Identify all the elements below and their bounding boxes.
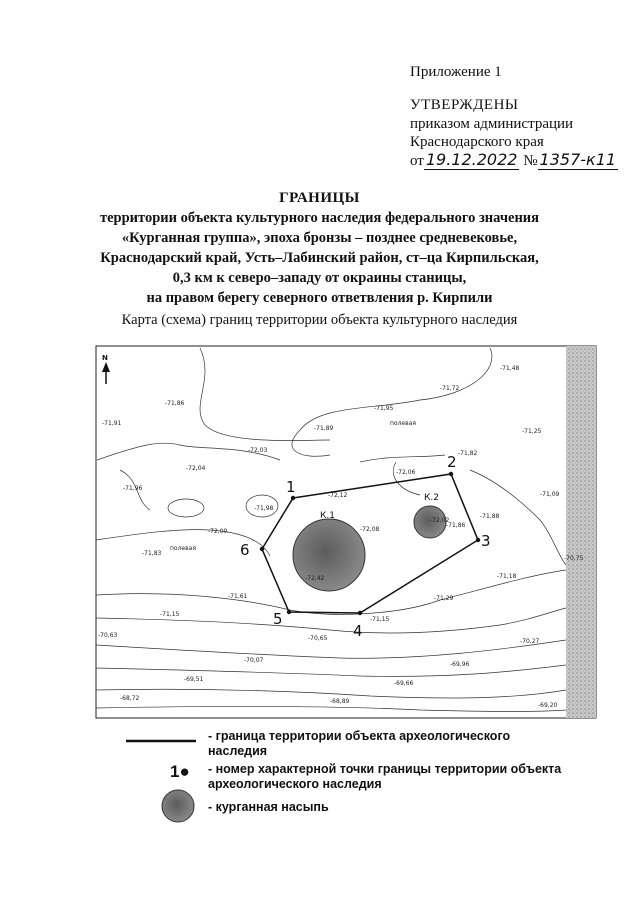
point-label-6: 6 xyxy=(240,541,250,559)
legend-point-line-2: археологического наследия xyxy=(208,777,382,791)
elev: -72,02 xyxy=(430,517,450,524)
title-line-3: Краснодарский край, Усть–Лабинский район, ст–ца Кирпильская, xyxy=(100,250,539,266)
elev: -71,72 xyxy=(440,385,460,392)
elev: -71,96 xyxy=(123,485,143,492)
title-line-2: «Курганная группа», эпоха бронзы – позднее средневековье, xyxy=(121,230,518,246)
road-strip xyxy=(566,346,596,718)
boundary-point-2 xyxy=(449,472,453,476)
elev: -71,86 xyxy=(446,522,466,529)
title-line-4: 0,3 км к северо–западу от окраины станицы, xyxy=(172,270,467,286)
elev: -72,08 xyxy=(360,526,380,533)
elev: -71,91 xyxy=(102,420,122,427)
elev: -69,66 xyxy=(394,680,414,687)
legend-boundary-line-1: - граница территории объекта археологического xyxy=(208,729,511,743)
point-label-1: 1 xyxy=(286,478,296,496)
elev: -71,82 xyxy=(458,450,478,457)
elev: -70,75 xyxy=(564,555,584,562)
elev: -72,12 xyxy=(328,492,348,499)
boundary-point-1 xyxy=(291,496,295,500)
elev: -70,65 xyxy=(308,635,328,642)
elev: -72,42 xyxy=(305,575,325,582)
elev: -72,04 xyxy=(186,465,206,472)
legend-boundary-line-2: наследия xyxy=(208,744,268,758)
title-line-5: на правом берегу северного ответвления р. Кирпили xyxy=(146,290,493,306)
legend-mound-symbol xyxy=(162,790,194,822)
point-label-4: 4 xyxy=(353,622,363,640)
elev: -72,00 xyxy=(208,528,228,535)
elev: -70,27 xyxy=(520,638,540,645)
elev: -71,83 xyxy=(142,550,162,557)
elev: -72,06 xyxy=(396,469,416,476)
elev: -71,88 xyxy=(480,513,500,520)
elev: -69,20 xyxy=(538,702,558,709)
elev: -71,15 xyxy=(370,616,390,623)
boundary-point-5 xyxy=(287,610,291,614)
from-prefix: от xyxy=(410,153,424,169)
elev: -70,07 xyxy=(244,657,264,664)
elev: -71,15 xyxy=(160,611,180,618)
elev: -71,48 xyxy=(500,365,520,372)
legend-point-line-1: - номер характерной точки границы территории объекта xyxy=(208,762,562,776)
point-label-3: 3 xyxy=(481,532,491,550)
elev: -68,72 xyxy=(120,695,140,702)
elev: -71,18 xyxy=(497,573,517,580)
north-label: N xyxy=(102,354,108,362)
title-heading: ГРАНИЦЫ xyxy=(279,190,360,206)
mound-label-1: К.1 xyxy=(320,511,335,521)
boundary-point-4 xyxy=(358,611,362,615)
legend-point-text xyxy=(208,762,561,792)
legend-mound-text: - курганная насыпь xyxy=(208,800,329,814)
elev: -69,96 xyxy=(450,661,470,668)
north-arrow xyxy=(102,354,110,384)
elev: -71,95 xyxy=(374,405,394,412)
approval-date: 19.12.2022 xyxy=(425,150,518,169)
approved-line-1: приказом администрации xyxy=(410,116,574,132)
elev: -71,98 xyxy=(254,505,274,512)
road-label-left: полевая xyxy=(170,545,196,552)
appendix-label: Приложение 1 xyxy=(410,64,502,80)
boundary-point-3 xyxy=(476,538,480,542)
mound-1 xyxy=(293,519,365,591)
elev: -68,89 xyxy=(330,698,350,705)
road-label-top: полевая xyxy=(390,420,416,427)
legend-boundary-text xyxy=(208,729,510,759)
elev: -70,63 xyxy=(98,632,118,639)
point-label-2: 2 xyxy=(447,453,457,471)
elev: -71,61 xyxy=(228,593,248,600)
title-line-1: территории объекта культурного наследия федерального значения xyxy=(99,210,539,226)
elev: -71,29 xyxy=(434,595,454,602)
elev: -72,03 xyxy=(248,447,268,454)
elev: -69,51 xyxy=(184,676,204,683)
elev: -71,86 xyxy=(165,400,185,407)
approved-line-2: Краснодарского края xyxy=(410,134,544,150)
map-caption: Карта (схема) границ территории объекта культурного наследия xyxy=(121,312,518,328)
legend-point-marker: 1● xyxy=(170,762,190,781)
approval-number: 1357-к11 xyxy=(539,150,617,169)
boundary-point-6 xyxy=(260,547,264,551)
elev: -71,25 xyxy=(522,428,542,435)
elev: -71,09 xyxy=(540,491,560,498)
number-prefix: № xyxy=(523,153,538,169)
point-label-5: 5 xyxy=(273,610,283,628)
mound-label-2: К.2 xyxy=(424,493,439,503)
elev: -71,89 xyxy=(314,425,334,432)
approved-heading: УТВЕРЖДЕНЫ xyxy=(410,97,519,113)
